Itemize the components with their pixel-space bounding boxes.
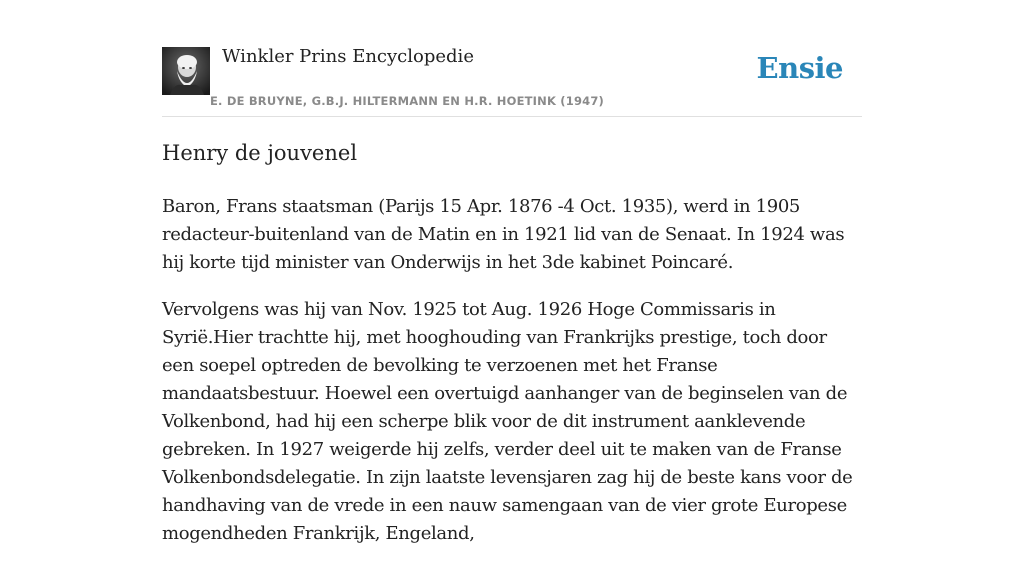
article-body xyxy=(162,193,862,567)
page xyxy=(162,0,862,544)
article-title: Henry de jouvenel xyxy=(162,141,358,165)
source-header xyxy=(162,0,862,117)
author-avatar[interactable] xyxy=(162,47,210,95)
article-paragraph: Baron, Frans staatsman (Parijs 15 Apr. 1876 -4 Oct. 1935), werd in 1905 redacteur-buitenland van de Matin en in 1921 lid van de Senaat. In 1924 was hij korte tijd minister van Onderwijs in het 3de kabinet Poincaré. xyxy=(162,196,845,273)
ensie-logo[interactable]: Ensie xyxy=(756,51,843,85)
portrait-photo-icon xyxy=(162,47,210,95)
source-title[interactable]: Winkler Prins Encyclopedie xyxy=(222,46,474,67)
source-authors: E. DE BRUYNE, G.B.J. HILTERMANN EN H.R. HOETINK (1947) xyxy=(210,94,605,108)
article-paragraph: Vervolgens was hij van Nov. 1925 tot Aug. 1926 Hoge Commissaris in Syrië.Hier trachtte hij, met hooghouding van Frankrijks prestige, toch door een soepel optreden de bevolking te verzoenen met het Franse mandaatsbestuur. Hoewel een overtuigd aanhanger van de beginselen van de Volkenbond, had hij een scherpe blik voor de dit instrument aanklevende gebreken. In 1927 weigerde hij zelfs, verder deel uit te maken van de Franse Volkenbondsdelegatie. In zijn laatste levensjaren zag hij de beste kans voor de handhaving van de vrede in een nauw samengaan van de vier grote Europese mogendheden Frankrijk, Engeland, xyxy=(162,299,853,544)
